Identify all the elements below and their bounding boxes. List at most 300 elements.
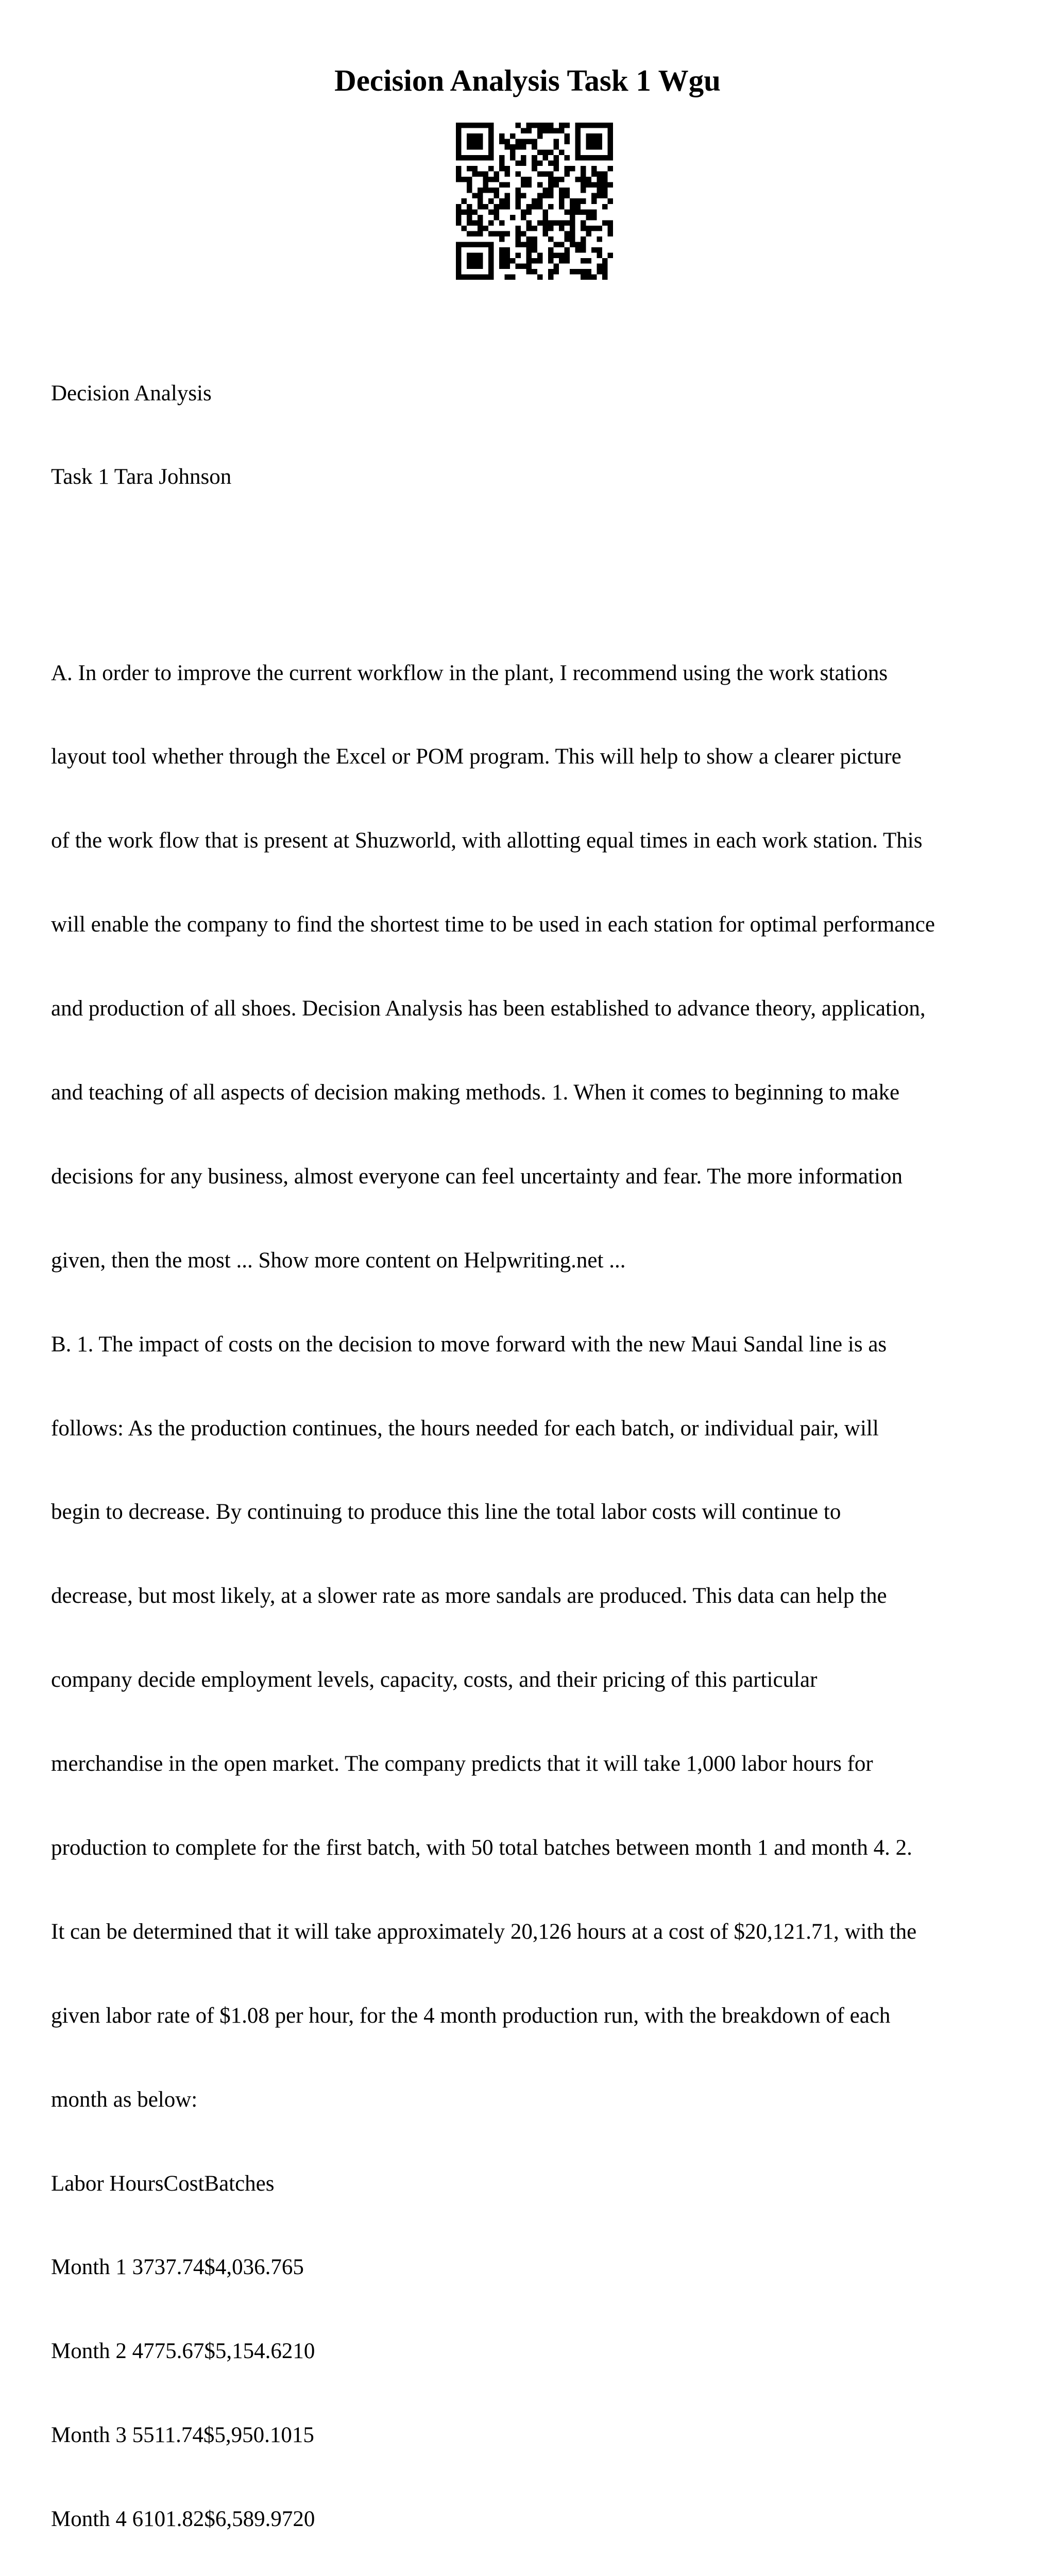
qr-module bbox=[521, 144, 526, 150]
qr-module bbox=[472, 123, 478, 128]
qr-module bbox=[548, 252, 554, 258]
qr-module bbox=[591, 274, 597, 280]
qr-module bbox=[462, 198, 467, 204]
qr-module bbox=[526, 209, 532, 215]
body-line: follows: As the production continues, the hours needed for each batch, or individual pair, will bbox=[51, 1416, 879, 1440]
qr-module bbox=[488, 263, 494, 269]
qr-module bbox=[586, 269, 591, 275]
qr-module bbox=[521, 128, 526, 134]
qr-module bbox=[575, 242, 581, 247]
qr-module bbox=[478, 193, 483, 199]
qr-module bbox=[488, 188, 494, 193]
qr-module bbox=[505, 263, 511, 269]
qr-module bbox=[526, 139, 532, 145]
qr-module bbox=[510, 144, 516, 150]
qr-module bbox=[467, 263, 472, 269]
qr-module bbox=[548, 236, 554, 242]
qr-module bbox=[456, 155, 462, 161]
qr-module bbox=[602, 177, 608, 182]
qr-module bbox=[548, 172, 554, 177]
qr-module bbox=[597, 247, 602, 253]
qr-module bbox=[597, 188, 602, 193]
qr-module bbox=[586, 274, 591, 280]
qr-module bbox=[516, 204, 521, 210]
qr-module bbox=[591, 155, 597, 161]
qr-module bbox=[505, 144, 511, 150]
qr-module bbox=[488, 231, 494, 236]
qr-module bbox=[553, 269, 559, 275]
qr-module bbox=[499, 263, 505, 269]
qr-module bbox=[581, 247, 586, 253]
qr-module bbox=[542, 188, 548, 193]
qr-module bbox=[542, 128, 548, 134]
qr-module bbox=[542, 172, 548, 177]
qr-module bbox=[559, 193, 565, 199]
qr-module bbox=[505, 182, 511, 188]
qr-module bbox=[537, 182, 543, 188]
qr-module bbox=[472, 231, 478, 236]
qr-module bbox=[478, 274, 483, 280]
qr-module bbox=[499, 204, 505, 210]
qr-module bbox=[542, 150, 548, 156]
qr-module bbox=[607, 226, 613, 231]
qr-module bbox=[532, 258, 537, 264]
qr-module bbox=[581, 155, 586, 161]
qr-module bbox=[553, 263, 559, 269]
qr-module bbox=[591, 133, 597, 139]
qr-module bbox=[532, 139, 537, 145]
qr-module bbox=[505, 198, 511, 204]
qr-module bbox=[548, 182, 554, 188]
body-line: of the work flow that is present at Shuzworld, with allotting equal times in each work station. This bbox=[51, 828, 923, 853]
qr-module bbox=[537, 123, 543, 128]
qr-module bbox=[521, 139, 526, 145]
qr-module bbox=[483, 123, 489, 128]
qr-module bbox=[505, 172, 511, 177]
qr-module bbox=[597, 123, 602, 128]
qr-module bbox=[521, 209, 526, 215]
qr-module bbox=[521, 242, 526, 247]
qr-module bbox=[488, 123, 494, 128]
qr-module bbox=[537, 274, 543, 280]
qr-module bbox=[510, 150, 516, 156]
qr-module bbox=[505, 204, 511, 210]
qr-module bbox=[586, 139, 591, 145]
qr-module bbox=[456, 133, 462, 139]
qr-module bbox=[526, 177, 532, 182]
qr-module bbox=[575, 128, 581, 134]
qr-module bbox=[521, 215, 526, 221]
body-line: decisions for any business, almost everyone can feel uncertainty and fear. The more information bbox=[51, 1164, 903, 1189]
qr-module bbox=[462, 177, 467, 182]
qr-module bbox=[575, 133, 581, 139]
qr-module bbox=[494, 172, 500, 177]
qr-module bbox=[478, 242, 483, 247]
qr-module bbox=[532, 155, 537, 161]
qr-module bbox=[602, 220, 608, 226]
qr-module bbox=[510, 155, 516, 161]
qr-module bbox=[586, 182, 591, 188]
qr-module bbox=[478, 258, 483, 264]
qr-module bbox=[499, 133, 505, 139]
qr-module bbox=[456, 252, 462, 258]
qr-module bbox=[559, 128, 565, 134]
qr-module bbox=[553, 242, 559, 247]
qr-module bbox=[581, 258, 586, 264]
qr-module bbox=[456, 215, 462, 221]
qr-module bbox=[607, 144, 613, 150]
qr-module bbox=[526, 220, 532, 226]
qr-module bbox=[564, 252, 570, 258]
body-line: merchandise in the open market. The company predicts that it will take 1,000 labor hours for bbox=[51, 1752, 873, 1776]
qr-module bbox=[521, 231, 526, 236]
qr-module bbox=[581, 188, 586, 193]
qr-module bbox=[570, 215, 575, 221]
qr-module bbox=[597, 263, 602, 269]
qr-module bbox=[526, 226, 532, 231]
qr-module bbox=[478, 123, 483, 128]
body-line: and teaching of all aspects of decision making methods. 1. When it comes to beginning to make bbox=[51, 1080, 900, 1105]
qr-module bbox=[564, 133, 570, 139]
qr-module bbox=[581, 220, 586, 226]
qr-module bbox=[553, 155, 559, 161]
qr-module bbox=[532, 166, 537, 172]
qr-module bbox=[548, 220, 554, 226]
qr-module bbox=[559, 177, 565, 182]
qr-module bbox=[456, 128, 462, 134]
qr-module bbox=[467, 188, 472, 193]
qr-module bbox=[499, 198, 505, 204]
qr-module bbox=[467, 220, 472, 226]
qr-module bbox=[467, 231, 472, 236]
qr-module bbox=[602, 155, 608, 161]
qr-module bbox=[456, 269, 462, 275]
qr-module bbox=[548, 247, 554, 253]
qr-module bbox=[456, 139, 462, 145]
qr-module bbox=[505, 274, 511, 280]
qr-module bbox=[591, 172, 597, 177]
qr-module bbox=[505, 139, 511, 145]
qr-module bbox=[472, 274, 478, 280]
qr-module bbox=[467, 177, 472, 182]
qr-module bbox=[559, 204, 565, 210]
qr-module bbox=[516, 188, 521, 193]
qr-module bbox=[467, 242, 472, 247]
qr-module bbox=[537, 252, 543, 258]
qr-module bbox=[526, 128, 532, 134]
qr-module bbox=[516, 123, 521, 128]
qr-module bbox=[597, 139, 602, 145]
qr-module bbox=[478, 226, 483, 231]
qr-module bbox=[581, 209, 586, 215]
qr-module bbox=[542, 209, 548, 215]
qr-module bbox=[467, 166, 472, 172]
qr-module bbox=[537, 172, 543, 177]
qr-module bbox=[597, 172, 602, 177]
qr-module bbox=[505, 258, 511, 264]
qr-module bbox=[575, 204, 581, 210]
qr-module bbox=[548, 269, 554, 275]
qr-module bbox=[478, 139, 483, 145]
qr-module bbox=[478, 215, 483, 221]
qr-module bbox=[537, 193, 543, 199]
qr-module bbox=[548, 177, 554, 182]
qr-module bbox=[478, 133, 483, 139]
qr-module bbox=[591, 144, 597, 150]
qr-module bbox=[597, 269, 602, 275]
qr-module bbox=[526, 204, 532, 210]
qr-module bbox=[607, 139, 613, 145]
qr-module bbox=[591, 139, 597, 145]
body-line: given, then the most ... Show more content on Helpwriting.net ... bbox=[51, 1248, 626, 1273]
qr-module bbox=[570, 242, 575, 247]
qr-module bbox=[456, 204, 462, 210]
qr-module bbox=[467, 209, 472, 215]
qr-module bbox=[488, 128, 494, 134]
qr-module bbox=[575, 139, 581, 145]
qr-module bbox=[483, 242, 489, 247]
qr-module bbox=[586, 155, 591, 161]
qr-module bbox=[483, 172, 489, 177]
qr-module bbox=[548, 193, 554, 199]
qr-module bbox=[586, 231, 591, 236]
qr-module bbox=[597, 252, 602, 258]
qr-module bbox=[532, 247, 537, 253]
qr-module bbox=[581, 274, 586, 280]
qr-module bbox=[559, 198, 565, 204]
qr-module bbox=[499, 236, 505, 242]
qr-module bbox=[564, 123, 570, 128]
body-line: decrease, but most likely, at a slower rate as more sandals are produced. This data can help the bbox=[51, 1584, 887, 1608]
qr-module bbox=[467, 215, 472, 221]
qr-module bbox=[581, 198, 586, 204]
qr-module bbox=[575, 144, 581, 150]
qr-module bbox=[532, 269, 537, 275]
qr-module bbox=[456, 150, 462, 156]
qr-module bbox=[472, 155, 478, 161]
qr-module bbox=[462, 209, 467, 215]
qr-module bbox=[548, 226, 554, 231]
qr-module bbox=[505, 193, 511, 199]
qr-module bbox=[478, 188, 483, 193]
qr-module bbox=[607, 128, 613, 134]
qr-module bbox=[581, 226, 586, 231]
qr-module bbox=[526, 247, 532, 253]
qr-module bbox=[526, 263, 532, 269]
qr-module bbox=[532, 226, 537, 231]
qr-module bbox=[467, 258, 472, 264]
qr-module bbox=[526, 252, 532, 258]
qr-module bbox=[516, 236, 521, 242]
qr-module bbox=[478, 204, 483, 210]
qr-module bbox=[553, 128, 559, 134]
qr-module bbox=[564, 193, 570, 199]
table-row: Month 2 4775.67$5,154.6210 bbox=[51, 2339, 315, 2364]
qr-module bbox=[559, 150, 565, 156]
body-line: production to complete for the first batch, with 50 total batches between month 1 and month 4. 2. bbox=[51, 1836, 912, 1860]
qr-module bbox=[488, 177, 494, 182]
qr-module bbox=[553, 144, 559, 150]
qr-module bbox=[462, 242, 467, 247]
qr-module bbox=[586, 209, 591, 215]
qr-module bbox=[510, 258, 516, 264]
qr-module bbox=[602, 269, 608, 275]
table-header-line: Labor HoursCostBatches bbox=[51, 2171, 275, 2196]
qr-module bbox=[586, 177, 591, 182]
qr-module bbox=[548, 150, 554, 156]
qr-module bbox=[597, 182, 602, 188]
qr-module bbox=[591, 193, 597, 199]
qr-module bbox=[591, 166, 597, 172]
body-line: A. In order to improve the current workflow in the plant, I recommend using the work stations bbox=[51, 660, 888, 685]
qr-module bbox=[488, 274, 494, 280]
qr-module bbox=[542, 215, 548, 221]
qr-module bbox=[499, 139, 505, 145]
qr-module bbox=[494, 188, 500, 193]
qr-module bbox=[607, 123, 613, 128]
qr-module bbox=[559, 252, 565, 258]
qr-module bbox=[586, 226, 591, 231]
qr-module bbox=[467, 144, 472, 150]
qr-module bbox=[597, 155, 602, 161]
qr-module bbox=[456, 144, 462, 150]
qr-module bbox=[564, 166, 570, 172]
qr-module bbox=[575, 247, 581, 253]
qr-module bbox=[553, 252, 559, 258]
qr-module bbox=[564, 172, 570, 177]
qr-module bbox=[597, 177, 602, 182]
qr-module bbox=[505, 166, 511, 172]
qr-module bbox=[499, 166, 505, 172]
qr-module bbox=[591, 247, 597, 253]
paragraph-gap bbox=[51, 547, 1019, 575]
qr-module bbox=[581, 177, 586, 182]
qr-module bbox=[607, 166, 613, 172]
qr-module bbox=[575, 198, 581, 204]
qr-module bbox=[462, 274, 467, 280]
qr-module bbox=[516, 144, 521, 150]
qr-module bbox=[570, 204, 575, 210]
qr-module bbox=[483, 182, 489, 188]
qr-module bbox=[532, 236, 537, 242]
qr-module bbox=[581, 269, 586, 275]
qr-module bbox=[462, 226, 467, 231]
qr-module bbox=[516, 226, 521, 231]
qr-module bbox=[456, 209, 462, 215]
qr-module bbox=[472, 166, 478, 172]
qr-module bbox=[467, 133, 472, 139]
qr-module bbox=[516, 172, 521, 177]
qr-module bbox=[472, 258, 478, 264]
qr-module bbox=[607, 150, 613, 156]
qr-module bbox=[521, 161, 526, 166]
qr-module bbox=[467, 204, 472, 210]
qr-module bbox=[602, 258, 608, 264]
qr-module bbox=[564, 258, 570, 264]
qr-module bbox=[505, 247, 511, 253]
qr-module bbox=[591, 198, 597, 204]
qr-module bbox=[456, 274, 462, 280]
qr-module bbox=[586, 215, 591, 221]
qr-module bbox=[494, 209, 500, 215]
qr-module bbox=[456, 177, 462, 182]
qr-module bbox=[516, 193, 521, 199]
qr-module bbox=[478, 231, 483, 236]
qr-module bbox=[483, 155, 489, 161]
qr-module bbox=[591, 226, 597, 231]
qr-module bbox=[575, 269, 581, 275]
qr-module bbox=[559, 242, 565, 247]
qr-module bbox=[553, 161, 559, 166]
qr-module bbox=[548, 128, 554, 134]
qr-module bbox=[586, 258, 591, 264]
body-line: and production of all shoes. Decision Analysis has been established to advance theory, application, bbox=[51, 996, 926, 1021]
qr-module bbox=[570, 166, 575, 172]
qr-module bbox=[499, 258, 505, 264]
qr-module bbox=[516, 231, 521, 236]
qr-module bbox=[542, 231, 548, 236]
qr-module bbox=[483, 204, 489, 210]
qr-module bbox=[602, 204, 608, 210]
qr-module bbox=[516, 263, 521, 269]
qr-module bbox=[516, 242, 521, 247]
table-row: Month 4 6101.82$6,589.9720 bbox=[51, 2507, 315, 2532]
qr-module bbox=[581, 242, 586, 247]
qr-module bbox=[559, 226, 565, 231]
qr-module bbox=[456, 242, 462, 247]
qr-module bbox=[532, 242, 537, 247]
qr-module bbox=[537, 133, 543, 139]
qr-module bbox=[564, 220, 570, 226]
qr-module bbox=[575, 177, 581, 182]
qr-module bbox=[472, 133, 478, 139]
qr-module bbox=[570, 231, 575, 236]
qr-module bbox=[521, 193, 526, 199]
qr-module bbox=[488, 155, 494, 161]
qr-module bbox=[548, 188, 554, 193]
qr-module bbox=[559, 188, 565, 193]
qr-module bbox=[456, 166, 462, 172]
qr-module bbox=[526, 123, 532, 128]
qr-module bbox=[526, 236, 532, 242]
qr-module bbox=[467, 155, 472, 161]
qr-module bbox=[472, 209, 478, 215]
qr-module bbox=[591, 123, 597, 128]
qr-module bbox=[456, 123, 462, 128]
qr-module bbox=[488, 166, 494, 172]
qr-module bbox=[510, 133, 516, 139]
qr-module bbox=[591, 209, 597, 215]
qr-module bbox=[537, 128, 543, 134]
qr-module bbox=[499, 155, 505, 161]
qr-module bbox=[526, 269, 532, 275]
body-line: begin to decrease. By continuing to produce this line the total labor costs will continue to bbox=[51, 1500, 841, 1524]
qr-module bbox=[564, 231, 570, 236]
qr-module bbox=[526, 242, 532, 247]
qr-module bbox=[488, 139, 494, 145]
body-line: month as below: bbox=[51, 2087, 198, 2112]
qr-module bbox=[575, 150, 581, 156]
qr-module bbox=[532, 161, 537, 166]
qr-module bbox=[564, 247, 570, 253]
qr-module bbox=[478, 220, 483, 226]
qr-module bbox=[581, 182, 586, 188]
table-row: Month 1 3737.74$4,036.765 bbox=[51, 2255, 304, 2280]
qr-module bbox=[488, 209, 494, 215]
qr-module bbox=[462, 155, 467, 161]
qr-module bbox=[526, 182, 532, 188]
qr-module bbox=[607, 220, 613, 226]
